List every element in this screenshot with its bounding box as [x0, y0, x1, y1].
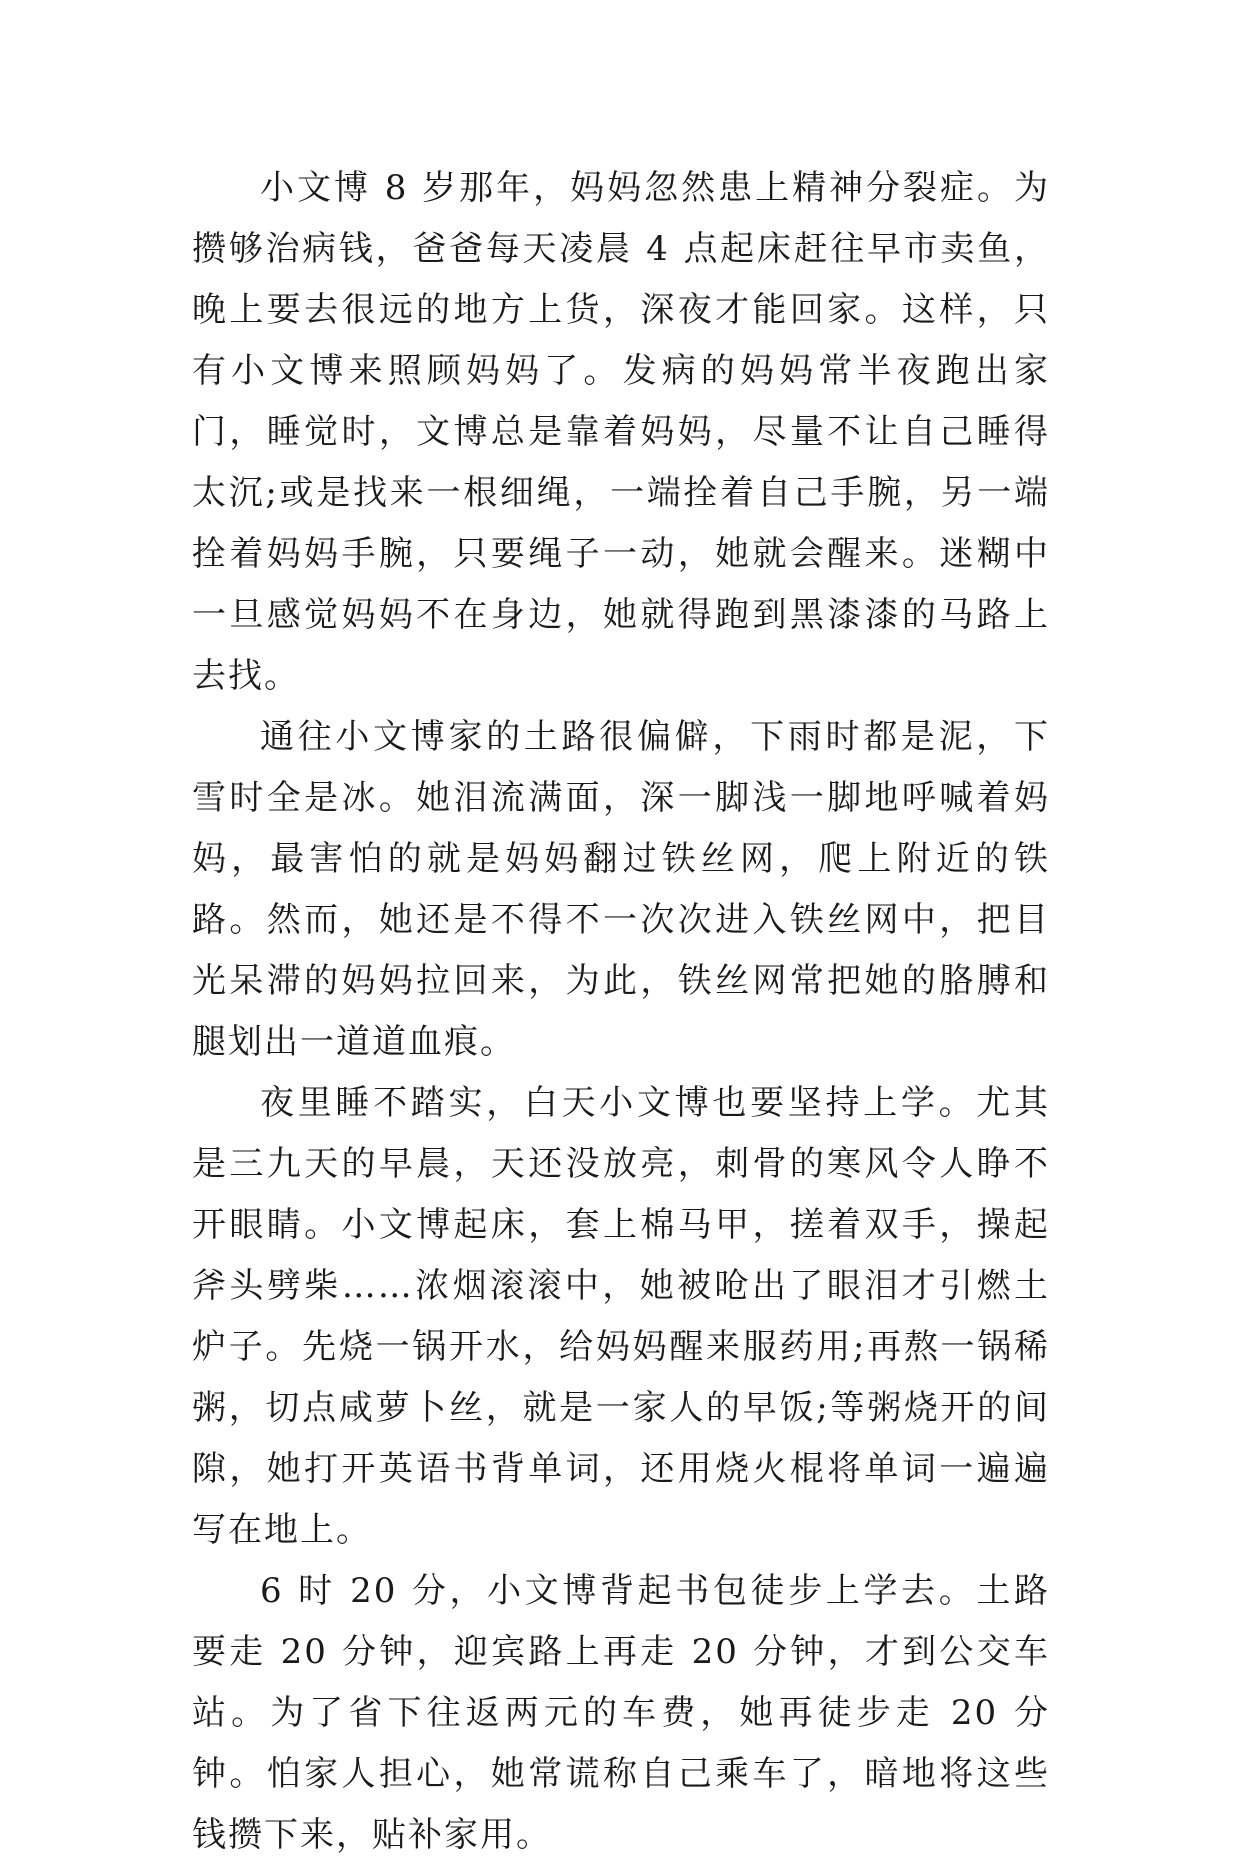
paragraph-4: 6 时 20 分，小文博背起书包徒步上学去。土路要走 20 分钟，迎宾路上再走 20 分钟，才到公交车站。为了省下往返两元的车费，她再徒步走 20 分钟。怕家人担心，她常谎称自己乘车了，暗地将这些钱攒下来，贴补家用。	[192, 1571, 1050, 1855]
paragraph-1: 小文博 8 岁那年，妈妈忽然患上精神分裂症。为攒够治病钱，爸爸每天凌晨 4 点起床赶往早市卖鱼，晚上要去很远的地方上货，深夜才能回家。这样，只有小文博来照顾妈妈了。发病的妈妈常半夜跑出家门，睡觉时，文博总是靠着妈妈，尽量不让自己睡得太沉;或是找来一根细绳，一端拴着自己手腕，另一端拴着妈妈手腕，只要绳子一动，她就会醒来。迷糊中一旦感觉妈妈不在身边，她就得跑到黑漆漆的马路上去找。	[192, 168, 1050, 696]
document-body	[192, 158, 1050, 1866]
paragraph-2: 通往小文博家的土路很偏僻，下雨时都是泥，下雪时全是冰。她泪流满面，深一脚浅一脚地呼喊着妈妈，最害怕的就是妈妈翻过铁丝网，爬上附近的铁路。然而，她还是不得不一次次进入铁丝网中，把目光呆滞的妈妈拉回来，为此，铁丝网常把她的胳膊和腿划出一道道血痕。	[192, 717, 1050, 1062]
paragraph-3: 夜里睡不踏实，白天小文博也要坚持上学。尤其是三九天的早晨，天还没放亮，刺骨的寒风令人睁不开眼睛。小文博起床，套上棉马甲，搓着双手，操起斧头劈柴……浓烟滚滚中，她被呛出了眼泪才引燃土炉子。先烧一锅开水，给妈妈醒来服药用;再熬一锅稀粥，切点咸萝卜丝，就是一家人的早饭;等粥烧开的间隙，她打开英语书背单词，还用烧火棍将单词一遍遍写在地上。	[192, 1083, 1050, 1550]
